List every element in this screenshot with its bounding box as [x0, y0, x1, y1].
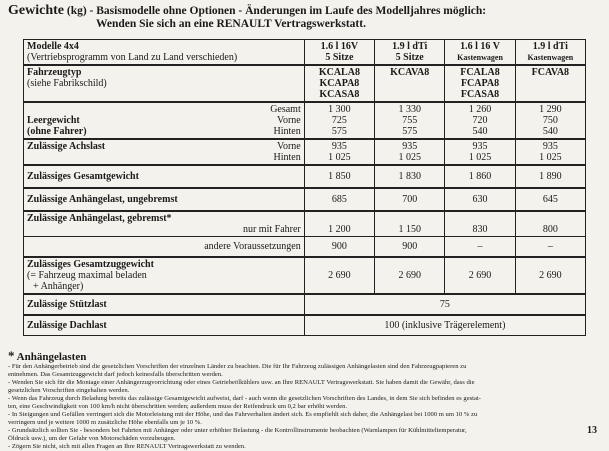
value-cell: 1 330 755 575	[375, 102, 445, 139]
value-cell: 1 830	[375, 165, 445, 188]
header-row	[24, 40, 586, 66]
footnote-line: - Für den Anhängerbetrieb sind die gesetzlichen Vorschriften der einzelnen Länder zu beachten. Die für Ihr Fahrzeug zulässigen Anhängelasten sind den Fahrzeugpapieren zu	[8, 363, 467, 370]
value-cell: 1 200	[304, 211, 374, 237]
value-cell: 900	[304, 237, 374, 258]
model-label: Modelle 4x4	[27, 41, 79, 52]
title-word: Gewichte	[8, 3, 64, 18]
type-cell: KCALA8 KCAPA8 KCASA8	[304, 65, 374, 102]
title-line2: Wenden Sie sich an eine RENAULT Vertragswerkstatt.	[96, 18, 366, 30]
footnote-line: Öldruck usw.), um der Gefahr von Motorschäden vorzubeugen.	[8, 435, 176, 442]
anhaenge-ungebremst-row	[24, 188, 586, 211]
value-cell: 935 1 025	[375, 139, 445, 165]
column-header: 1.9 l dTi Kastenwagen	[515, 40, 585, 66]
value-cell: 685	[304, 188, 374, 211]
row-label: Zulässiges Gesamtgewicht	[24, 165, 305, 188]
dachlast-row	[24, 315, 586, 336]
row-sublabel: (siehe Fabrikschild)	[27, 78, 107, 89]
row-label: Fahrzeugtyp	[27, 67, 82, 78]
row-label: Zulässige Achslast	[27, 141, 106, 152]
row-label: Zulässige Anhängelast, gebremst*	[27, 213, 172, 224]
value-cell: 2 690	[304, 257, 374, 294]
fahrzeugtyp-row	[24, 65, 586, 102]
value-cell: 2 690	[375, 257, 445, 294]
footnote-line: - In Steigungen und Gefällen verringert sich die Motorleistung mit der Höhe, und das Fahrverhalten ändert sich. Es empfiehlt sich daher, die Anhängelast bei 1000 m um 10 % zu	[8, 411, 478, 418]
value-cell: 800	[515, 211, 585, 237]
type-cell: KCAVA8	[375, 65, 445, 102]
gesamtzuggewicht-row	[24, 257, 586, 294]
footnote-line: ten, eine Geschwindigkeit von 100 km/h nicht überschritten werden; außerdem muss der Reifendruck um 0,2 bar erhöht werden.	[8, 403, 348, 410]
value-cell: 830	[445, 211, 515, 237]
footnote-line: - Grundsätzlich sollten Sie - besonders bei Fahrten mit Anhänger oder unter erhöhter Belastung - die Kontrollinstrumente beobachten (Warnlampen für Kühlmitteltemperatur,	[8, 427, 467, 434]
footnote-line: gesetzlichen Vorschriften eingehalten werden.	[8, 387, 130, 394]
value-cell: 75	[304, 294, 585, 315]
type-cell: FCAVA8	[515, 65, 585, 102]
title-rest: - Basismodelle ohne Optionen - Änderungen im Laufe des Modelljahres möglich:	[89, 5, 487, 17]
model-sub: (Vertriebsprogramm von Land zu Land verschieden)	[27, 52, 238, 63]
row-label: Zulässige Dachlast	[24, 315, 305, 336]
value-cell: 1 300 725 575	[304, 102, 374, 139]
footnote-line: verringern und je weitere 1000 m zusätzliche Höhe ebenfalls um je 10 %.	[8, 419, 202, 426]
anhaenge-gebremst-other-row	[24, 237, 586, 258]
value-cell: 935 1 025	[445, 139, 515, 165]
value-cell: 100 (inklusive Trägerelement)	[304, 315, 585, 336]
value-cell: 2 690	[515, 257, 585, 294]
page-number: 13	[587, 425, 597, 436]
row-sublabel: nur mit Fahrer	[242, 224, 301, 235]
page-title	[8, 4, 603, 31]
value-cell: 1 890	[515, 165, 585, 188]
weights-table	[23, 39, 586, 336]
value-cell: 1 860	[445, 165, 515, 188]
leergewicht-row: Leergewicht (ohne Fahrer) Gesamt Vorne Hinten 1 300 725 575 1 330 755 575 1 260 720 540 1 290 750 540	[24, 102, 586, 139]
value-cell: 935 1 025	[515, 139, 585, 165]
value-cell: 700	[375, 188, 445, 211]
footnote-heading: * Anhängelasten	[8, 348, 87, 363]
row-label: Leergewicht	[27, 115, 80, 126]
achslast-row: Zulässige Achslast Vorne Hinten 935 1 025 935 1 025 935 1 025 935 1 025	[24, 139, 586, 165]
value-cell: 935 1 025	[304, 139, 374, 165]
value-cell: 900	[375, 237, 445, 258]
value-cell: 630	[445, 188, 515, 211]
anhaenge-gebremst-row	[24, 211, 586, 237]
column-header: 1.6 l 16V 5 Sitze	[304, 40, 374, 66]
value-cell: 1 150	[375, 211, 445, 237]
title-unit: (kg)	[66, 5, 87, 17]
row-label: Zulässiges Gesamtzuggewicht	[27, 259, 154, 270]
footnote-line: - Zögern Sie nicht, sich mit allen Fragen an Ihre RENAULT Vertragswerkstatt zu wenden.	[8, 443, 246, 450]
footnote-line: entnehmen. Das Gesamtzuggewicht darf jedoch keinesfalls überschritten werden.	[8, 371, 223, 378]
footnote-line: - Wenden Sie sich für die Montage einer Anhängerzugvorrichtung oder eines Getriebeölkühlers usw. an Ihre RENAULT Vertragswerkstatt. Sie haben damit die Gewähr, dass die	[8, 379, 475, 386]
column-header: 1.6 l 16 V Kastenwagen	[445, 40, 515, 66]
row-label: Zulässige Stützlast	[24, 294, 305, 315]
value-cell: –	[445, 237, 515, 258]
value-cell: –	[515, 237, 585, 258]
footnotes	[8, 348, 603, 451]
value-cell: 1 290 750 540	[515, 102, 585, 139]
stuetzlast-row	[24, 294, 586, 315]
row-sublabel: (ohne Fahrer)	[27, 126, 87, 137]
row-label: Zulässige Anhängelast, ungebremst	[24, 188, 305, 211]
type-cell: FCALA8 FCAPA8 FCASA8	[445, 65, 515, 102]
row-sublabel: (= Fahrzeug maximal beladen	[27, 270, 147, 281]
value-cell: 2 690	[445, 257, 515, 294]
row-sublabel: andere Voraussetzungen	[24, 237, 305, 258]
gesamtgewicht-row	[24, 165, 586, 188]
value-cell: 1 260 720 540	[445, 102, 515, 139]
value-cell: 1 850	[304, 165, 374, 188]
footnote-line: - Wenn das Fahrzeug durch Beladung bereits das zulässige Gesamtgewicht aufweist, darf - auch wenn die gesetzlichen Vorschriften des Landes, in dem Sie sich befinden es gestat-	[8, 395, 481, 402]
column-header: 1.9 l dTi 5 Sitze	[375, 40, 445, 66]
row-sublabel: + Anhänger)	[33, 281, 84, 292]
value-cell: 645	[515, 188, 585, 211]
